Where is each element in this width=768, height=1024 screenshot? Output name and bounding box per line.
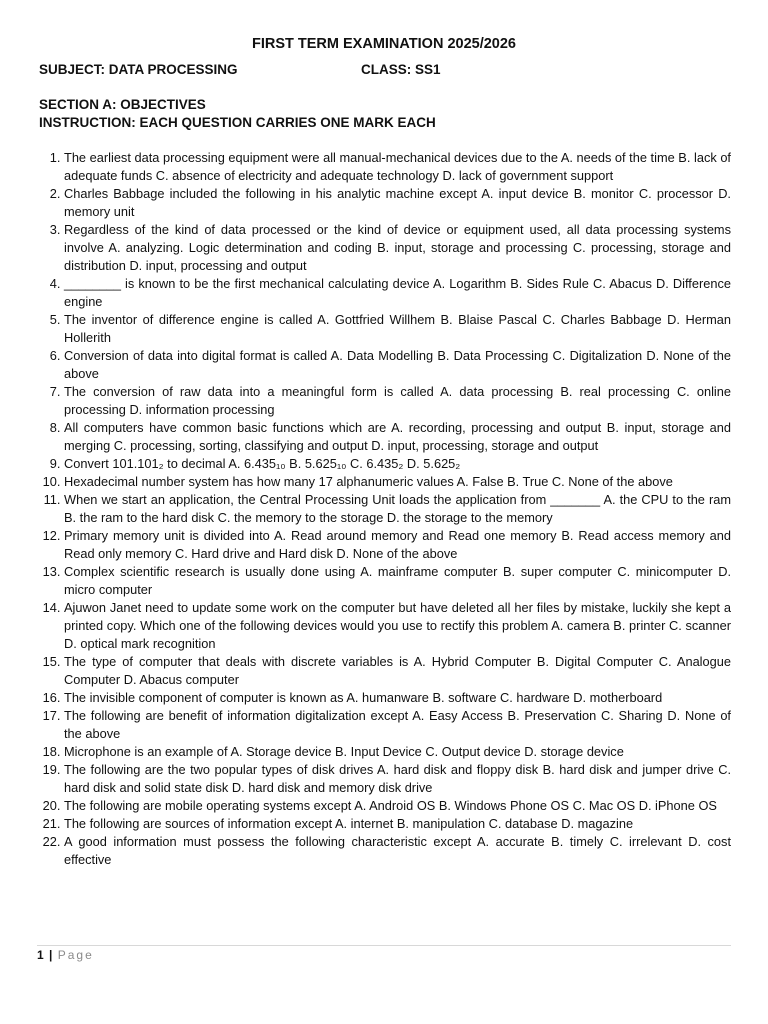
section-title: SECTION A: OBJECTIVES <box>39 97 206 112</box>
subject-label: SUBJECT: DATA PROCESSING <box>39 62 238 77</box>
question-item: 19. The following are the two popular types of disk drives A. hard disk and floppy disk B. hard disk and jumper drive C. hard disk and solid state disk D. hard disk and memory disk drive <box>64 761 731 797</box>
footer-divider <box>37 945 731 946</box>
footer-separator: | <box>49 948 53 962</box>
question-item: 7. The conversion of raw data into a meaningful form is called A. data processing B. real processing C. online processing D. information processing <box>64 383 731 419</box>
page-footer <box>37 948 94 962</box>
page-number: 1 <box>37 948 44 962</box>
instruction-text: INSTRUCTION: EACH QUESTION CARRIES ONE MARK EACH <box>39 115 436 130</box>
question-item: 10. Hexadecimal number system has how many 17 alphanumeric values A. False B. True C. None of the above <box>64 473 731 491</box>
question-item: 12. Primary memory unit is divided into A. Read around memory and Read one memory B. Read access memory and Read only memory C. Hard drive and Hard disk D. None of the above <box>64 527 731 563</box>
question-item: 22. A good information must possess the following characteristic except A. accurate B. timely C. irrelevant D. cost effective <box>64 833 731 869</box>
page-title: FIRST TERM EXAMINATION 2025/2026 <box>251 36 517 52</box>
question-item: 6. Conversion of data into digital format is called A. Data Modelling B. Data Processing C. Digitalization D. None of the above <box>64 347 731 383</box>
question-item: 16. The invisible component of computer is known as A. humanware B. software C. hardware D. motherboard <box>64 689 731 707</box>
question-item: 18. Microphone is an example of A. Storage device B. Input Device C. Output device D. storage device <box>64 743 731 761</box>
question-item: 17. The following are benefit of information digitalization except A. Easy Access B. Preservation C. Sharing D. None of the above <box>64 707 731 743</box>
class-label: CLASS: SS1 <box>361 62 441 77</box>
question-item: 21. The following are sources of information except A. internet B. manipulation C. database D. magazine <box>64 815 731 833</box>
question-item: 9. Convert 101.101₂ to decimal A. 6.435₁₀ B. 5.625₁₀ C. 6.435₂ D. 5.625₂ <box>64 455 731 473</box>
question-item: 5. The inventor of difference engine is called A. Gottfried Willhem B. Blaise Pascal C. Charles Babbage D. Herman Hollerith <box>64 311 731 347</box>
question-item: 14. Ajuwon Janet need to update some work on the computer but have deleted all her files by mistake, luckily she kept a printed copy. Which one of the following devices would you use to rectify this problem A. camera B. printer C. scanner D. optical mark recognition <box>64 599 731 653</box>
question-item: 15. The type of computer that deals with discrete variables is A. Hybrid Computer B. Digital Computer C. Analogue Computer D. Abacus computer <box>64 653 731 689</box>
page-label: Page <box>57 948 94 962</box>
question-item: 4. ________ is known to be the first mechanical calculating device A. Logarithm B. Sides Rule C. Abacus D. Difference engine <box>64 275 731 311</box>
question-item: 1. The earliest data processing equipment were all manual-mechanical devices due to the A. needs of the time B. lack of adequate funds C. absence of electricity and adequate technology D. lack of government support <box>64 149 731 185</box>
question-item: 11. When we start an application, the Central Processing Unit loads the application from _______ A. the CPU to the ram B. the ram to the hard disk C. the memory to the storage D. the storage to the memory <box>64 491 731 527</box>
question-item: 20. The following are mobile operating systems except A. Android OS B. Windows Phone OS C. Mac OS D. iPhone OS <box>64 797 731 815</box>
question-item: 13. Complex scientific research is usually done using A. mainframe computer B. super computer C. minicomputer D. micro computer <box>64 563 731 599</box>
question-item: 2. Charles Babbage included the following in his analytic machine except A. input device B. monitor C. processor D. memory unit <box>64 185 731 221</box>
question-list <box>39 149 731 869</box>
question-item: 8. All computers have common basic functions which are A. recording, processing and output B. input, storage and merging C. processing, sorting, classifying and output D. input, processing, storage and output <box>64 419 731 455</box>
question-item: 3. Regardless of the kind of data processed or the kind of device or equipment used, all data processing systems involve A. analyzing. Logic determination and coding B. input, storage and processing C. processing, storage and distribution D. input, processing and output <box>64 221 731 275</box>
